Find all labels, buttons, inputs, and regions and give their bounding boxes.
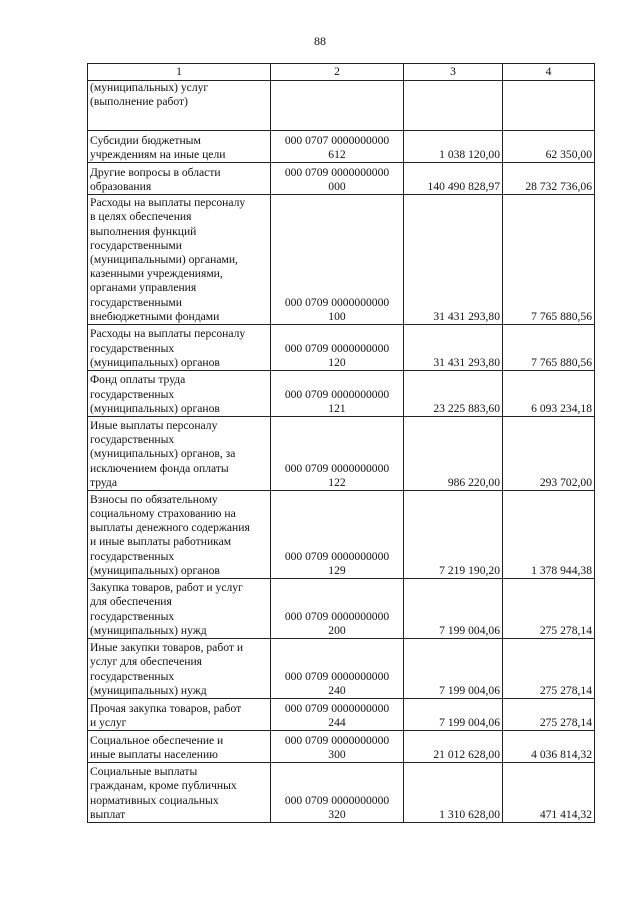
row-value-col3: [404, 195, 503, 325]
table-row: [88, 731, 595, 763]
table-row: [88, 131, 595, 163]
row-value-col3-text: 21 012 628,00: [433, 747, 500, 761]
row-code-cell: [271, 195, 404, 325]
row-code-cell: [271, 81, 404, 131]
row-value-col4-text: 28 732 736,06: [525, 179, 592, 193]
row-value-col3: [404, 81, 503, 131]
row-value-col4-text: 275 278,14: [539, 623, 592, 637]
row-value-col3: [404, 699, 503, 731]
row-code-cell: [271, 131, 404, 163]
page-number: 88: [314, 34, 326, 48]
row-name-cell: [88, 639, 271, 699]
row-code-cell: [271, 699, 404, 731]
row-name-cell: [88, 579, 271, 639]
column-header-1: 1: [88, 64, 271, 81]
table-row: [88, 417, 595, 491]
row-value-col4: [503, 417, 595, 491]
row-value-col3-text: 7 219 190,20: [439, 563, 500, 577]
row-name-cell-text: Субсидии бюджетным учреждениям на иные цели: [90, 133, 226, 161]
row-value-col3-text: 23 225 883,60: [433, 401, 500, 415]
row-value-col4: [503, 579, 595, 639]
row-value-col4: [503, 81, 595, 131]
row-code-cell-text: 000 0709 0000000000 129: [284, 549, 390, 577]
row-value-col3-text: 986 220,00: [447, 475, 500, 489]
table-row: [88, 163, 595, 195]
table-row: [88, 491, 595, 579]
row-code-cell-text: 000 0707 0000000000 612: [284, 133, 390, 161]
row-name-cell: [88, 81, 271, 131]
row-value-col4: [503, 325, 595, 371]
row-value-col3-text: 7 199 004,06: [439, 623, 500, 637]
row-code-cell-text: 000 0709 0000000000 100: [284, 295, 390, 323]
row-value-col4-text: 62 350,00: [545, 147, 592, 161]
row-value-col3-text: 140 490 828,97: [427, 179, 500, 193]
row-name-cell-text: Расходы на выплаты персоналу государственных (муниципальных) органов: [90, 327, 246, 369]
row-value-col3-text: 7 199 004,06: [439, 715, 500, 729]
table-row: [88, 325, 595, 371]
row-code-cell: [271, 731, 404, 763]
row-value-col3-text: 1 310 628,00: [439, 807, 500, 821]
table-row: [88, 371, 595, 417]
row-value-col4: [503, 639, 595, 699]
table-row: [88, 639, 595, 699]
row-name-cell-text: (муниципальных) услуг (выполнение работ): [90, 81, 209, 109]
row-value-col3: [404, 491, 503, 579]
row-code-cell-text: 000 0709 0000000000 200: [284, 609, 390, 637]
budget-table: [87, 63, 595, 823]
row-value-col3: [404, 731, 503, 763]
row-value-col4: [503, 163, 595, 195]
row-value-col4-text: 275 278,14: [539, 683, 592, 697]
row-code-cell-text: 000 0709 0000000000 300: [284, 733, 390, 761]
row-name-cell: [88, 325, 271, 371]
row-value-col3-text: 31 431 293,80: [433, 309, 500, 323]
row-code-cell: [271, 639, 404, 699]
row-name-cell: [88, 491, 271, 579]
row-value-col4: [503, 763, 595, 823]
table-row: [88, 81, 595, 131]
row-value-col3: [404, 131, 503, 163]
column-header-2: 2: [271, 64, 404, 81]
row-name-cell: [88, 131, 271, 163]
row-name-cell-text: Расходы на выплаты персоналу в целях обеспечения выполнения функций государственными (муниципальными) органами, казенными учреждениями, органами управления государственными внебюджетными фондами: [90, 196, 246, 323]
column-header-4: 4: [503, 64, 595, 81]
row-name-cell-text: Иные выплаты персоналу государственных (муниципальных) органов, за исключением фонда оплаты труда: [90, 418, 236, 489]
row-code-cell-text: 000 0709 0000000000 000: [284, 165, 390, 193]
row-name-cell-text: Другие вопросы в области образования: [90, 165, 221, 193]
row-code-cell-text: 000 0709 0000000000 121: [284, 387, 390, 415]
table-row: [88, 195, 595, 325]
row-value-col4: [503, 491, 595, 579]
row-name-cell-text: Социальные выплаты гражданам, кроме публичных нормативных социальных выплат: [90, 765, 237, 821]
row-code-cell: [271, 579, 404, 639]
row-name-cell-text: Закупка товаров, работ и услуг для обеспечения государственных (муниципальных) нужд: [90, 581, 243, 637]
table-header-row: [88, 64, 595, 81]
row-value-col3: [404, 763, 503, 823]
row-code-cell: [271, 763, 404, 823]
row-value-col4-text: 275 278,14: [539, 715, 592, 729]
row-value-col4: [503, 731, 595, 763]
row-name-cell-text: Прочая закупка товаров, работ и услуг: [90, 701, 242, 729]
row-value-col4-text: 7 765 880,56: [531, 355, 592, 369]
table-row: [88, 763, 595, 823]
row-code-cell: [271, 371, 404, 417]
row-name-cell-text: Социальное обеспечение и иные выплаты населению: [90, 733, 224, 761]
row-code-cell: [271, 325, 404, 371]
row-value-col3: [404, 371, 503, 417]
row-value-col4-text: 7 765 880,56: [531, 309, 592, 323]
row-value-col4: [503, 699, 595, 731]
row-name-cell: [88, 163, 271, 195]
column-header-3: 3: [404, 64, 503, 81]
row-value-col4: [503, 371, 595, 417]
row-value-col3-text: 1 038 120,00: [439, 147, 500, 161]
row-name-cell: [88, 417, 271, 491]
row-value-col3: [404, 417, 503, 491]
row-name-cell-text: Фонд оплаты труда государственных (муниципальных) органов: [90, 373, 220, 415]
row-value-col3: [404, 579, 503, 639]
row-value-col4: [503, 131, 595, 163]
table-row: [88, 699, 595, 731]
row-value-col3-text: 31 431 293,80: [433, 355, 500, 369]
row-name-cell: [88, 731, 271, 763]
row-code-cell-text: 000 0709 0000000000 320: [284, 793, 390, 821]
row-value-col3: [404, 639, 503, 699]
row-value-col3-text: 7 199 004,06: [439, 683, 500, 697]
row-name-cell: [88, 763, 271, 823]
row-code-cell-text: 000 0709 0000000000 244: [284, 701, 390, 729]
row-value-col4-text: 293 702,00: [539, 475, 592, 489]
row-value-col4-text: 471 414,32: [539, 807, 592, 821]
row-code-cell: [271, 417, 404, 491]
table-row: [88, 579, 595, 639]
row-value-col4: [503, 195, 595, 325]
row-name-cell: [88, 699, 271, 731]
row-value-col4-text: 1 378 944,38: [531, 563, 592, 577]
row-code-cell: [271, 163, 404, 195]
row-code-cell-text: 000 0709 0000000000 122: [284, 461, 390, 489]
row-value-col4-text: 6 093 234,18: [531, 401, 592, 415]
row-value-col3: [404, 163, 503, 195]
row-name-cell-text: Взносы по обязательному социальному страхованию на выплаты денежного содержания и иные выплаты работникам государственных (муниципальных) органов: [90, 492, 250, 577]
row-name-cell-text: Иные закупки товаров, работ и услуг для обеспечения государственных (муниципальных) нужд: [90, 641, 244, 697]
row-name-cell: [88, 371, 271, 417]
row-value-col3: [404, 325, 503, 371]
row-code-cell: [271, 491, 404, 579]
row-code-cell-text: 000 0709 0000000000 240: [284, 669, 390, 697]
row-value-col4-text: 4 036 814,32: [531, 747, 592, 761]
row-code-cell-text: 000 0709 0000000000 120: [284, 341, 390, 369]
row-name-cell: [88, 195, 271, 325]
